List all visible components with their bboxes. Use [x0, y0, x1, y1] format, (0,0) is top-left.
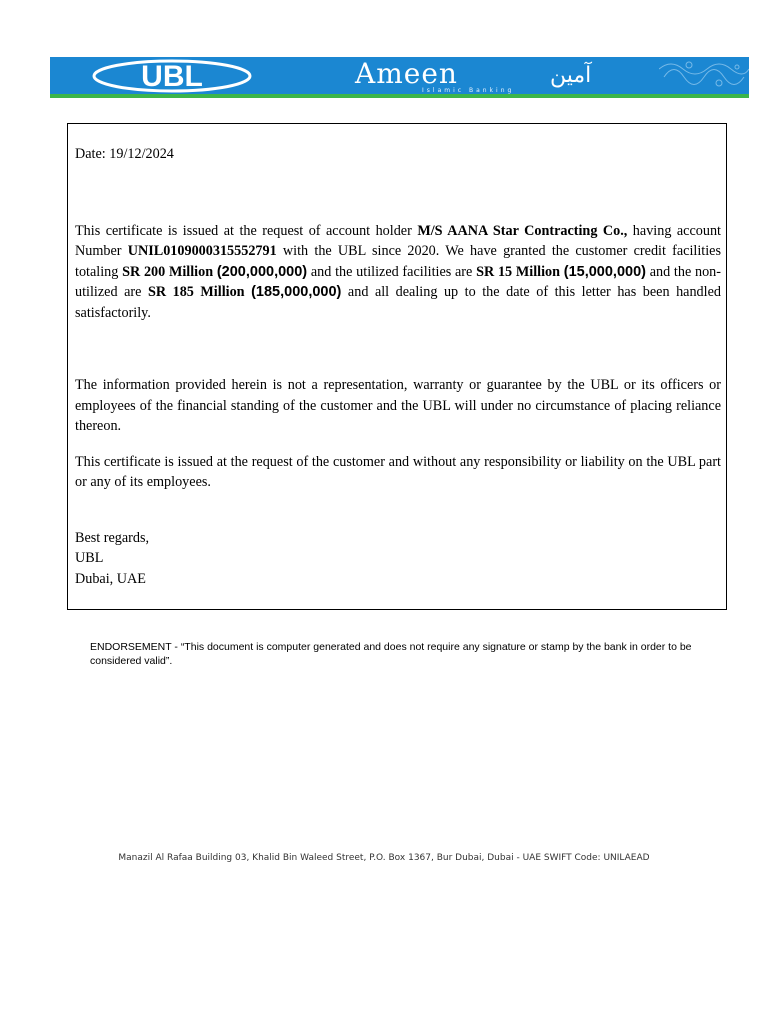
- urdu-logo: آمین: [550, 63, 592, 88]
- certificate-box: [67, 123, 727, 610]
- header-banner: [50, 57, 749, 98]
- endorsement-note: ENDORSEMENT - “This document is computer generated and does not require any signature or stamp by the bank in order to be considered valid”.: [90, 641, 692, 667]
- p1-text-4: and the utilized facilities are: [307, 263, 477, 280]
- ubl-logo: [92, 59, 272, 93]
- p1-text-5: and the non-utilized are: [75, 263, 722, 300]
- ubl-logo-text: UBL: [141, 60, 203, 93]
- utilized-facility-label: SR 15 Million: [476, 263, 564, 280]
- letter-body: [75, 144, 721, 589]
- closing-block: [75, 528, 721, 590]
- account-holder: M/S AANA Star Contracting Co.,: [417, 222, 628, 239]
- closing-regards: Best regards,: [75, 529, 150, 546]
- ameen-logo: Ameen: [355, 57, 458, 90]
- total-facility-amount: (200,000,000): [216, 263, 308, 280]
- footer-address: Manazil Al Rafaa Building 03, Khalid Bin Waleed Street, P.O. Box 1367, Bur Dubai, Dubai - UAE SWIFT Code: UNILAEAD: [118, 853, 650, 863]
- account-number: UNIL0109000315552791: [127, 243, 277, 259]
- green-strip: [50, 94, 749, 98]
- certificate-paragraph: [75, 221, 721, 324]
- ameen-tagline: Islamic Banking: [422, 87, 515, 94]
- responsibility-paragraph: This certificate is issued at the request of the customer and without any responsibility or liability on the UBL part or any of its employees.: [75, 453, 721, 490]
- closing-location: Dubai, UAE: [75, 570, 146, 587]
- p1-text-1: This certificate is issued at the request of account holder: [75, 222, 418, 239]
- closing-bank: UBL: [75, 550, 104, 566]
- p1-text-6: and all dealing up to the date of this letter has been handled satisfactorily.: [75, 284, 721, 321]
- nonutilized-facility-amount: (185,000,000): [251, 284, 342, 300]
- nonutilized-facility-label: SR 185 Million: [147, 284, 252, 300]
- p1-text-3: with the UBL since 2020. We have granted the customer credit facilities totaling: [75, 243, 721, 280]
- letter-date: Date: 19/12/2024: [75, 146, 174, 162]
- disclaimer-paragraph: The information provided herein is not a representation, warranty or guarantee by the UBL or its officers or employees of the financial standing of the customer and the UBL will under no circumstance of placing reliance thereon.: [75, 377, 721, 434]
- p1-text-2: having account Number: [75, 222, 722, 259]
- utilized-facility-amount: (15,000,000): [563, 263, 646, 280]
- total-facility-label: SR 200 Million: [122, 263, 217, 280]
- decorative-pattern-icon: [659, 57, 749, 94]
